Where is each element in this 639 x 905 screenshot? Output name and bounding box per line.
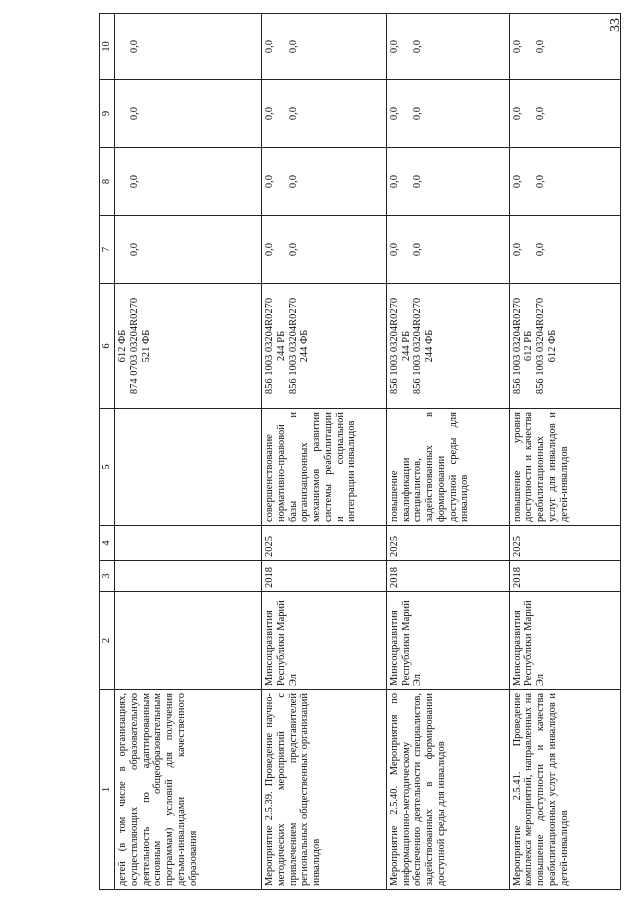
amount-cell: 0,0 <box>115 216 262 284</box>
start-year-cell: 2018 <box>509 561 620 592</box>
measure-name-cell: Мероприятие 2.5.41. Проведение комплекса мероприятий, направленных на повышение доступности и качества реабилитационных услуг для инвалидов и детей-инвалидов <box>509 690 620 890</box>
col-header: 8 <box>100 148 115 216</box>
amount-cell: 0,0 0,0 <box>262 14 387 80</box>
result-cell: совершенствование нормативно-правовой базы и организационных механизмов развития системы реабилитации и социальной интеграции инвалидов <box>262 409 387 526</box>
end-year-cell: 2025 <box>509 526 620 561</box>
amount-cell: 0,0 <box>115 80 262 148</box>
result-cell: повышение уровня доступности и качества реабилитационных услуг для инвалидов и детей-инвалидов <box>509 409 620 526</box>
amount-cell: 0,0 0,0 <box>509 148 620 216</box>
table-row <box>386 14 509 890</box>
budget-code-cell: 856 1003 03204R0270 244 РБ 856 1003 03204R0270 244 ФБ <box>386 284 509 409</box>
amount-cell: 0,0 0,0 <box>509 216 620 284</box>
col-header: 5 <box>100 409 115 526</box>
end-year-cell: 2025 <box>262 526 387 561</box>
executor-cell: Минсоцразвития Республики Марий Эл <box>509 592 620 690</box>
amount-cell: 0,0 0,0 <box>509 80 620 148</box>
amount-cell: 0,0 0,0 <box>386 216 509 284</box>
page-number: 33 <box>608 18 623 32</box>
executor-cell: Минсоцразвития Республики Марий Эл <box>262 592 387 690</box>
table-row <box>509 14 620 890</box>
col-header: 4 <box>100 526 115 561</box>
amount-cell: 0,0 0,0 <box>386 14 509 80</box>
budget-code-cell <box>115 284 262 409</box>
start-year-cell: 2018 <box>262 561 387 592</box>
end-year-cell <box>115 526 262 561</box>
table-row <box>115 14 262 890</box>
table-row <box>262 14 387 890</box>
col-header: 7 <box>100 216 115 284</box>
executor-cell: Минсоцразвития Республики Марий Эл <box>386 592 509 690</box>
result-cell: повышение квалификации специалистов, задействованных в формировании доступной среды для инвалидов <box>386 409 509 526</box>
budget-code-line: 521 ФБ <box>140 329 152 363</box>
amount-cell: 0,0 0,0 <box>509 14 620 80</box>
program-measures-table <box>99 13 621 890</box>
start-year-cell: 2018 <box>386 561 509 592</box>
budget-code-line: 874 0703 03204R0270 <box>128 297 140 395</box>
col-header: 3 <box>100 561 115 592</box>
amount-cell: 0,0 0,0 <box>386 80 509 148</box>
budget-code-cell: 856 1003 03204R0270 612 РБ 856 1003 03204R0270 612 ФБ <box>509 284 620 409</box>
amount-cell: 0,0 0,0 <box>262 216 387 284</box>
col-header: 1 <box>100 690 115 890</box>
amount-cell: 0,0 <box>115 148 262 216</box>
rotated-table-page <box>99 14 621 890</box>
col-header: 10 <box>100 14 115 80</box>
col-header: 9 <box>100 80 115 148</box>
column-number-row <box>100 14 115 890</box>
end-year-cell: 2025 <box>386 526 509 561</box>
start-year-cell <box>115 561 262 592</box>
executor-cell <box>115 592 262 690</box>
amount-cell: 0,0 0,0 <box>386 148 509 216</box>
result-cell <box>115 409 262 526</box>
amount-cell: 0,0 <box>115 14 262 80</box>
measure-name-cell: детей (в том числе в организациях, осуществляющих образовательную деятельность по адаптированным основным общеобразовательным программам) условий для получения детьми-инвалидами качественного образования <box>115 690 262 890</box>
budget-code-line: 612 ФБ <box>117 329 128 363</box>
col-header: 6 <box>100 284 115 409</box>
amount-cell: 0,0 0,0 <box>262 80 387 148</box>
col-header: 2 <box>100 592 115 690</box>
measure-name-cell: Мероприятие 2.5.40. Мероприятия по информационно-методическому обеспечению деятельности специалистов, задействованных в формировании доступной среды для инвалидов <box>386 690 509 890</box>
measure-name-cell: Мероприятие 2.5.39. Проведение научно-методических мероприятий с привлечением представителей региональных общественных организаций инвалидов <box>262 690 387 890</box>
budget-code-cell: 856 1003 03204R0270 244 РБ 856 1003 03204R0270 244 ФБ <box>262 284 387 409</box>
amount-cell: 0,0 0,0 <box>262 148 387 216</box>
